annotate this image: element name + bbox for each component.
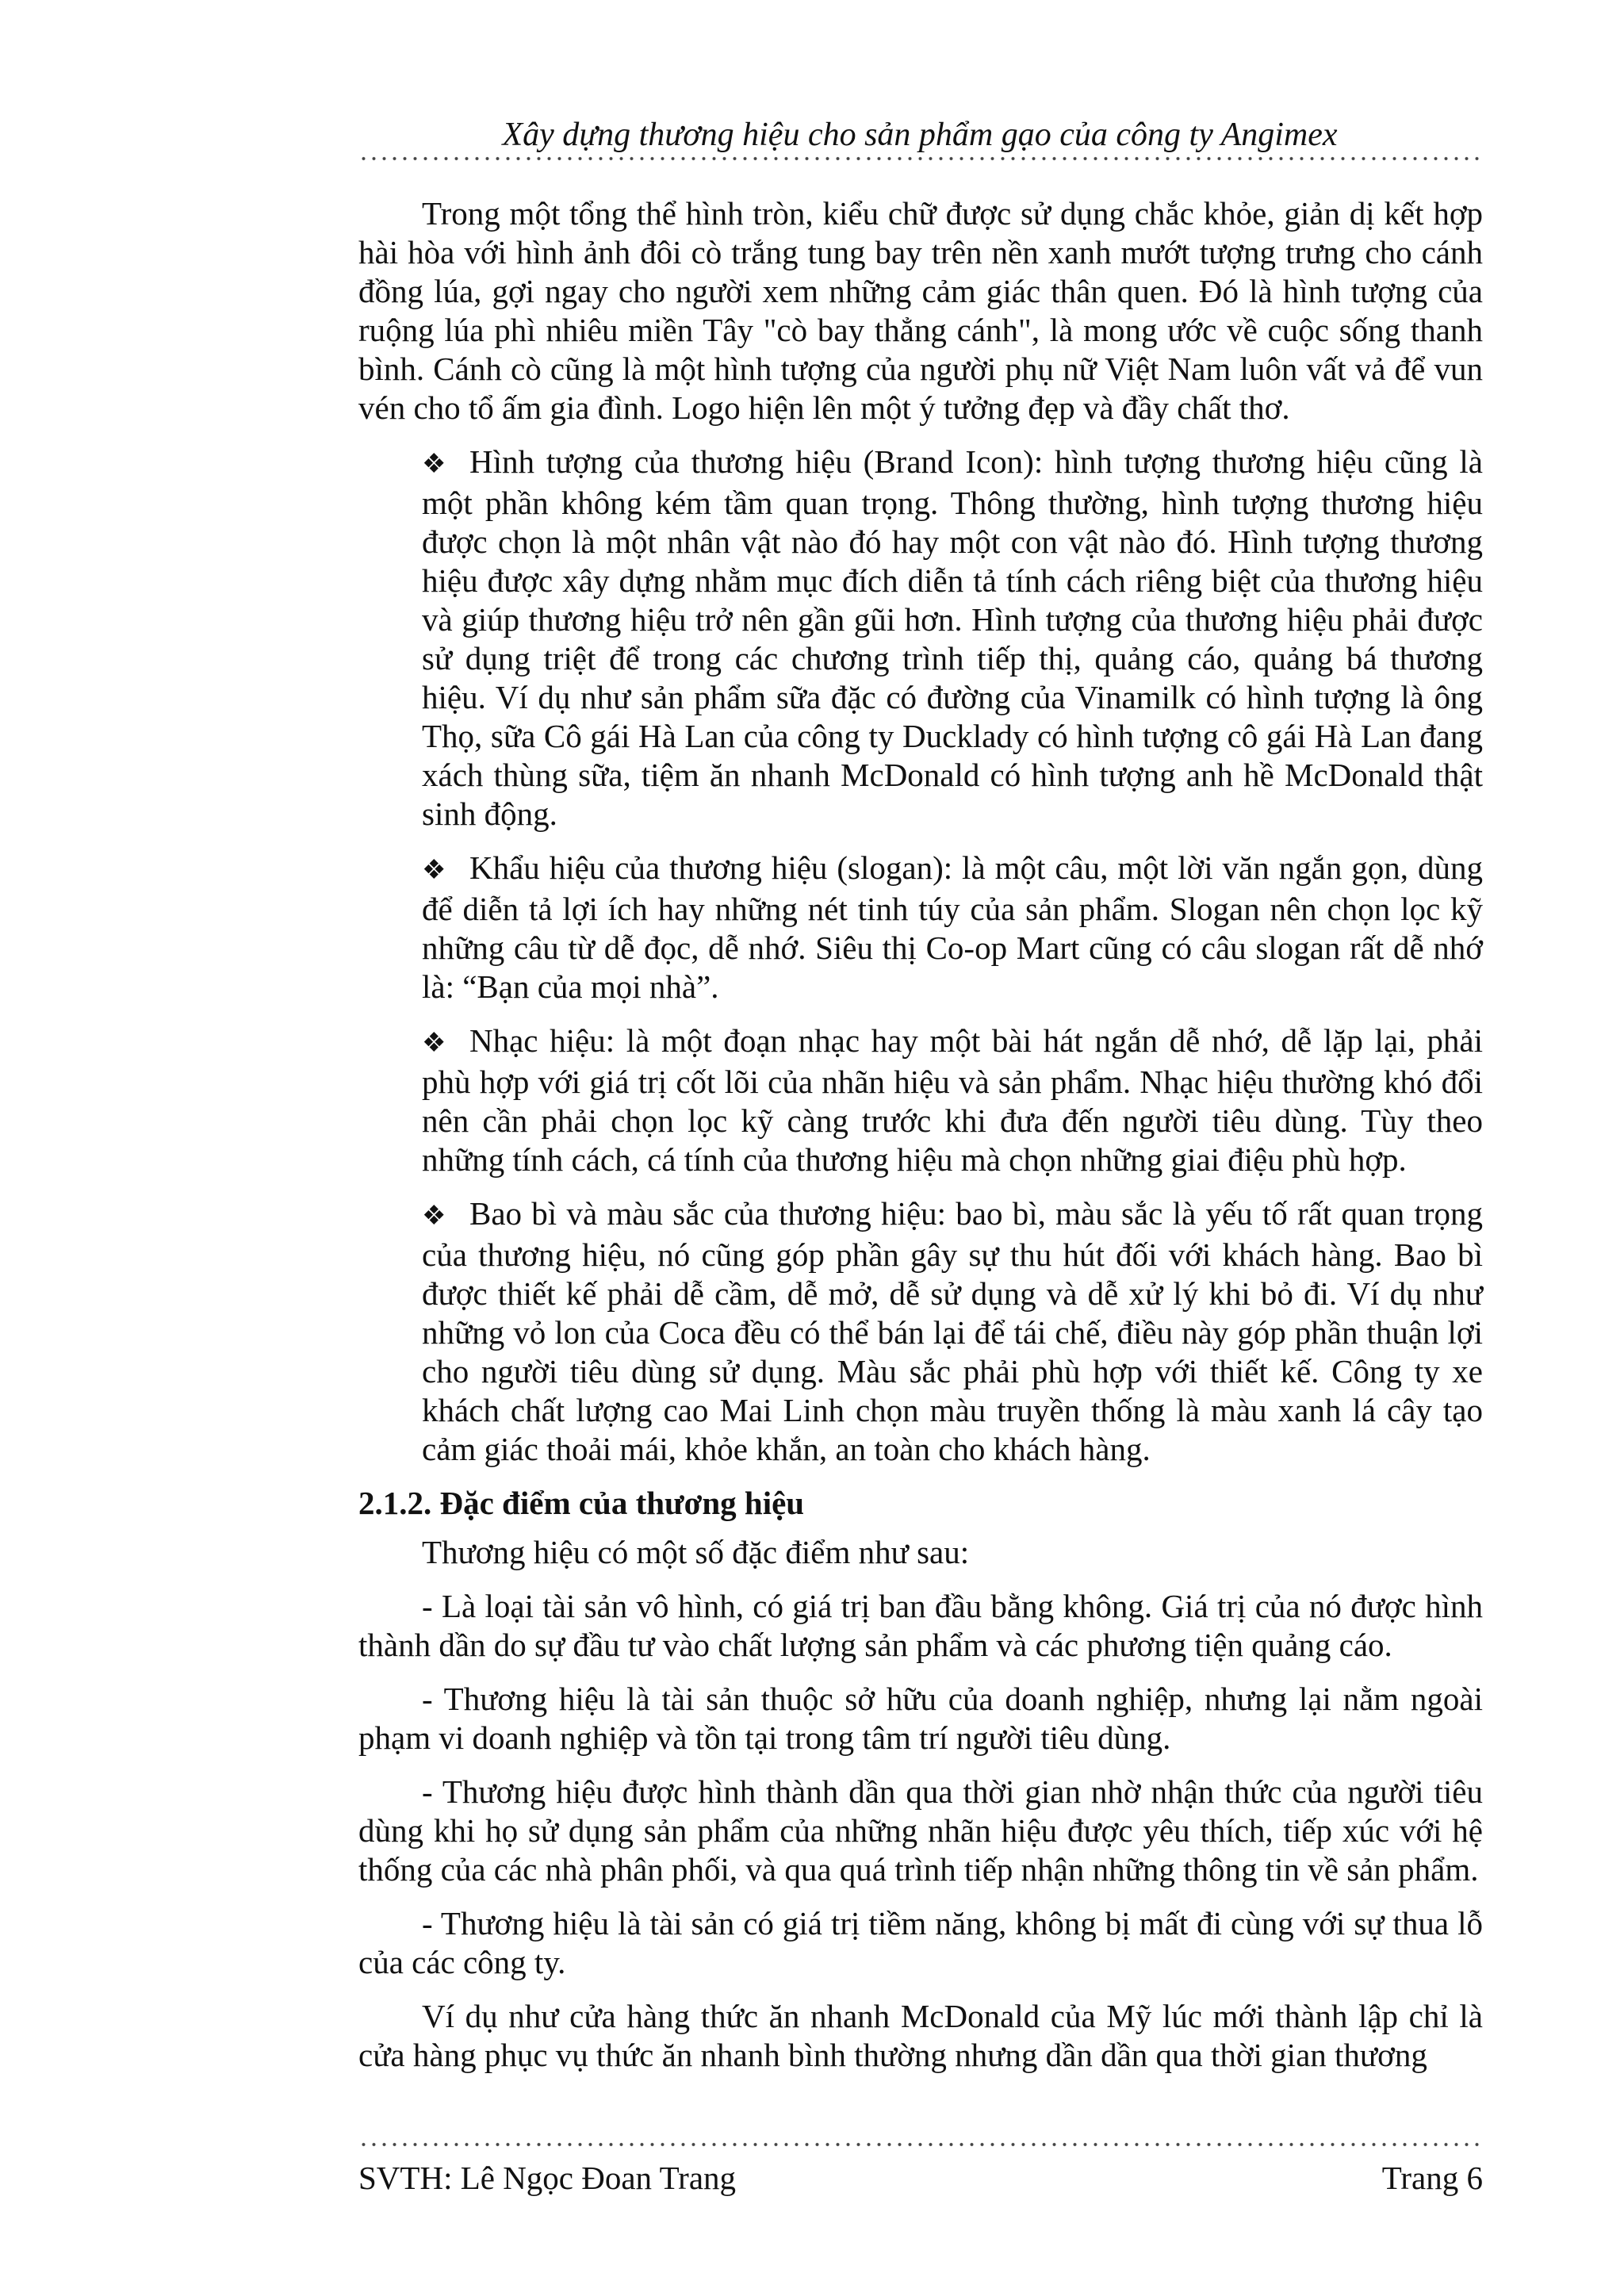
running-header-title: Xây dựng thương hiệu cho sản phẩm gạo của công ty Angimex	[502, 117, 1338, 153]
footer-dotted-rule	[358, 2139, 1483, 2150]
bullet-packaging-text: Bao bì và màu sắc của thương hiệu: bao bì, màu sắc là yếu tố rất quan trọng của thương hiệu, nó cũng góp phần gây sự thu hút đối với khách hàng. Bao bì được thiết kế phải dễ cầm, dễ mở, dễ sử dụng và dễ xử lý khi bỏ đi. Ví dụ như những vỏ lon của Coca đều có thể bán lại để tái chế, điều này góp phần thuận lợi cho người tiêu dùng sử dụng. Màu sắc phải phù hợp với thiết kế. Công ty xe khách chất lượng cao Mai Linh chọn màu truyền thống là màu xanh lá cây tạo cảm giác thoải mái, khỏe khắn, an toàn cho khách hàng.	[422, 1195, 1483, 1467]
body-text	[358, 194, 1483, 2090]
paragraph-intro: Thương hiệu có một số đặc điểm như sau:	[422, 1534, 970, 1570]
paragraph-example: Ví dụ như cửa hàng thức ăn nhanh McDonald của Mỹ lúc mới thành lập chỉ là cửa hàng phục vụ thức ăn nhanh bình thường nhưng dần dần qua thời gian thương	[358, 1998, 1483, 2073]
diamond-bullet-icon: ❖	[422, 1029, 446, 1058]
header-dotted-rule	[358, 153, 1483, 164]
paragraph-logo-description: Trong một tổng thể hình tròn, kiểu chữ được sử dụng chắc khỏe, giản dị kết hợp hài hòa với hình ảnh đôi cò trắng tung bay trên nền xanh mướt tượng trưng cho cánh đồng lúa, gợi ngay cho người xem những cảm giác thân quen. Đó là hình tượng của ruộng lúa phì nhiêu miền Tây "cò bay thẳng cánh", là mong ước về cuộc sống thanh bình. Cánh cò cũng là một hình tượng của người phụ nữ Việt Nam luôn vất vả để vun vén cho tổ ấm gia đình. Logo hiện lên một ý tưởng đẹp và đầy chất thơ.	[358, 195, 1483, 426]
bullet-brand-icon-text: Hình tượng của thương hiệu (Brand Icon): hình tượng thương hiệu cũng là một phần không kém tầm quan trọng. Thông thường, hình tượng thương hiệu được chọn là một nhân vật nào đó hay một con vật nào đó. Hình tượng thương hiệu được xây dựng nhằm mục đích diễn tả tính cách riêng biệt của thương hiệu và giúp thương hiệu trở nên gần gũi hơn. Hình tượng của thương hiệu phải được sử dụng triệt để trong các chương trình tiếp thị, quảng cáo, quảng bá thương hiệu. Ví dụ như sản phẩm sữa đặc có đường của Vinamilk có hình tượng là ông Thọ, sữa Cô gái Hà Lan của công ty Ducklady có hình tượng cô gái Hà Lan đang xách thùng sữa, tiệm ăn nhanh McDonald có hình tượng anh hề McDonald thật sinh động.	[422, 443, 1483, 832]
paragraph-feature-1: - Là loại tài sản vô hình, có giá trị ban đầu bằng không. Giá trị của nó được hình thành dần do sự đầu tư vào chất lượng sản phẩm và các phương tiện quảng cáo.	[358, 1588, 1483, 1663]
section-heading: 2.1.2. Đặc điểm của thương hiệu	[358, 1485, 805, 1521]
paragraph-feature-4: - Thương hiệu là tài sản có giá trị tiềm năng, không bị mất đi cùng với sự thua lỗ của các công ty.	[358, 1905, 1483, 1980]
footer-author: SVTH: Lê Ngọc Đoan Trang	[358, 2160, 737, 2196]
diamond-bullet-icon: ❖	[422, 1202, 446, 1231]
footer-page-number: Trang 6	[1381, 2160, 1483, 2196]
bullet-slogan-text: Khẩu hiệu của thương hiệu (slogan): là một câu, một lời văn ngắn gọn, dùng để diễn tả lợi ích hay những nét tinh túy của sản phẩm. Slogan nên chọn lọc kỹ những câu từ dễ đọc, dễ nhớ. Siêu thị Co-op Mart cũng có câu slogan rất dễ nhớ là: “Bạn của mọi nhà”.	[422, 849, 1483, 1005]
bullet-brand-icon	[358, 443, 1483, 834]
bullet-jingle-text: Nhạc hiệu: là một đoạn nhạc hay một bài hát ngắn dễ nhớ, dễ lặp lại, phải phù hợp với giá trị cốt lõi của nhãn hiệu và sản phẩm. Nhạc hiệu thường khó đổi nên cần phải chọn lọc kỹ càng trước khi đưa đến người tiêu dùng. Tùy theo những tính cách, cá tính của thương hiệu mà chọn những giai điệu phù hợp.	[422, 1022, 1483, 1178]
paragraph-feature-3: - Thương hiệu được hình thành dần qua thời gian nhờ nhận thức của người tiêu dùng khi họ sử dụng sản phẩm của những nhãn hiệu được yêu thích, tiếp xúc với hệ thống của các nhà phân phối, và qua quá trình tiếp nhận những thông tin về sản phẩm.	[358, 1773, 1483, 1888]
bullet-slogan	[358, 849, 1483, 1006]
diamond-bullet-icon: ❖	[422, 856, 446, 885]
bullet-packaging	[358, 1194, 1483, 1469]
diamond-bullet-icon: ❖	[422, 450, 446, 479]
bullet-jingle	[358, 1022, 1483, 1179]
paragraph-feature-2: - Thương hiệu là tài sản thuộc sở hữu của doanh nghiệp, nhưng lại nằm ngoài phạm vi doanh nghiệp và tồn tại trong tâm trí người tiêu dùng.	[358, 1681, 1483, 1756]
